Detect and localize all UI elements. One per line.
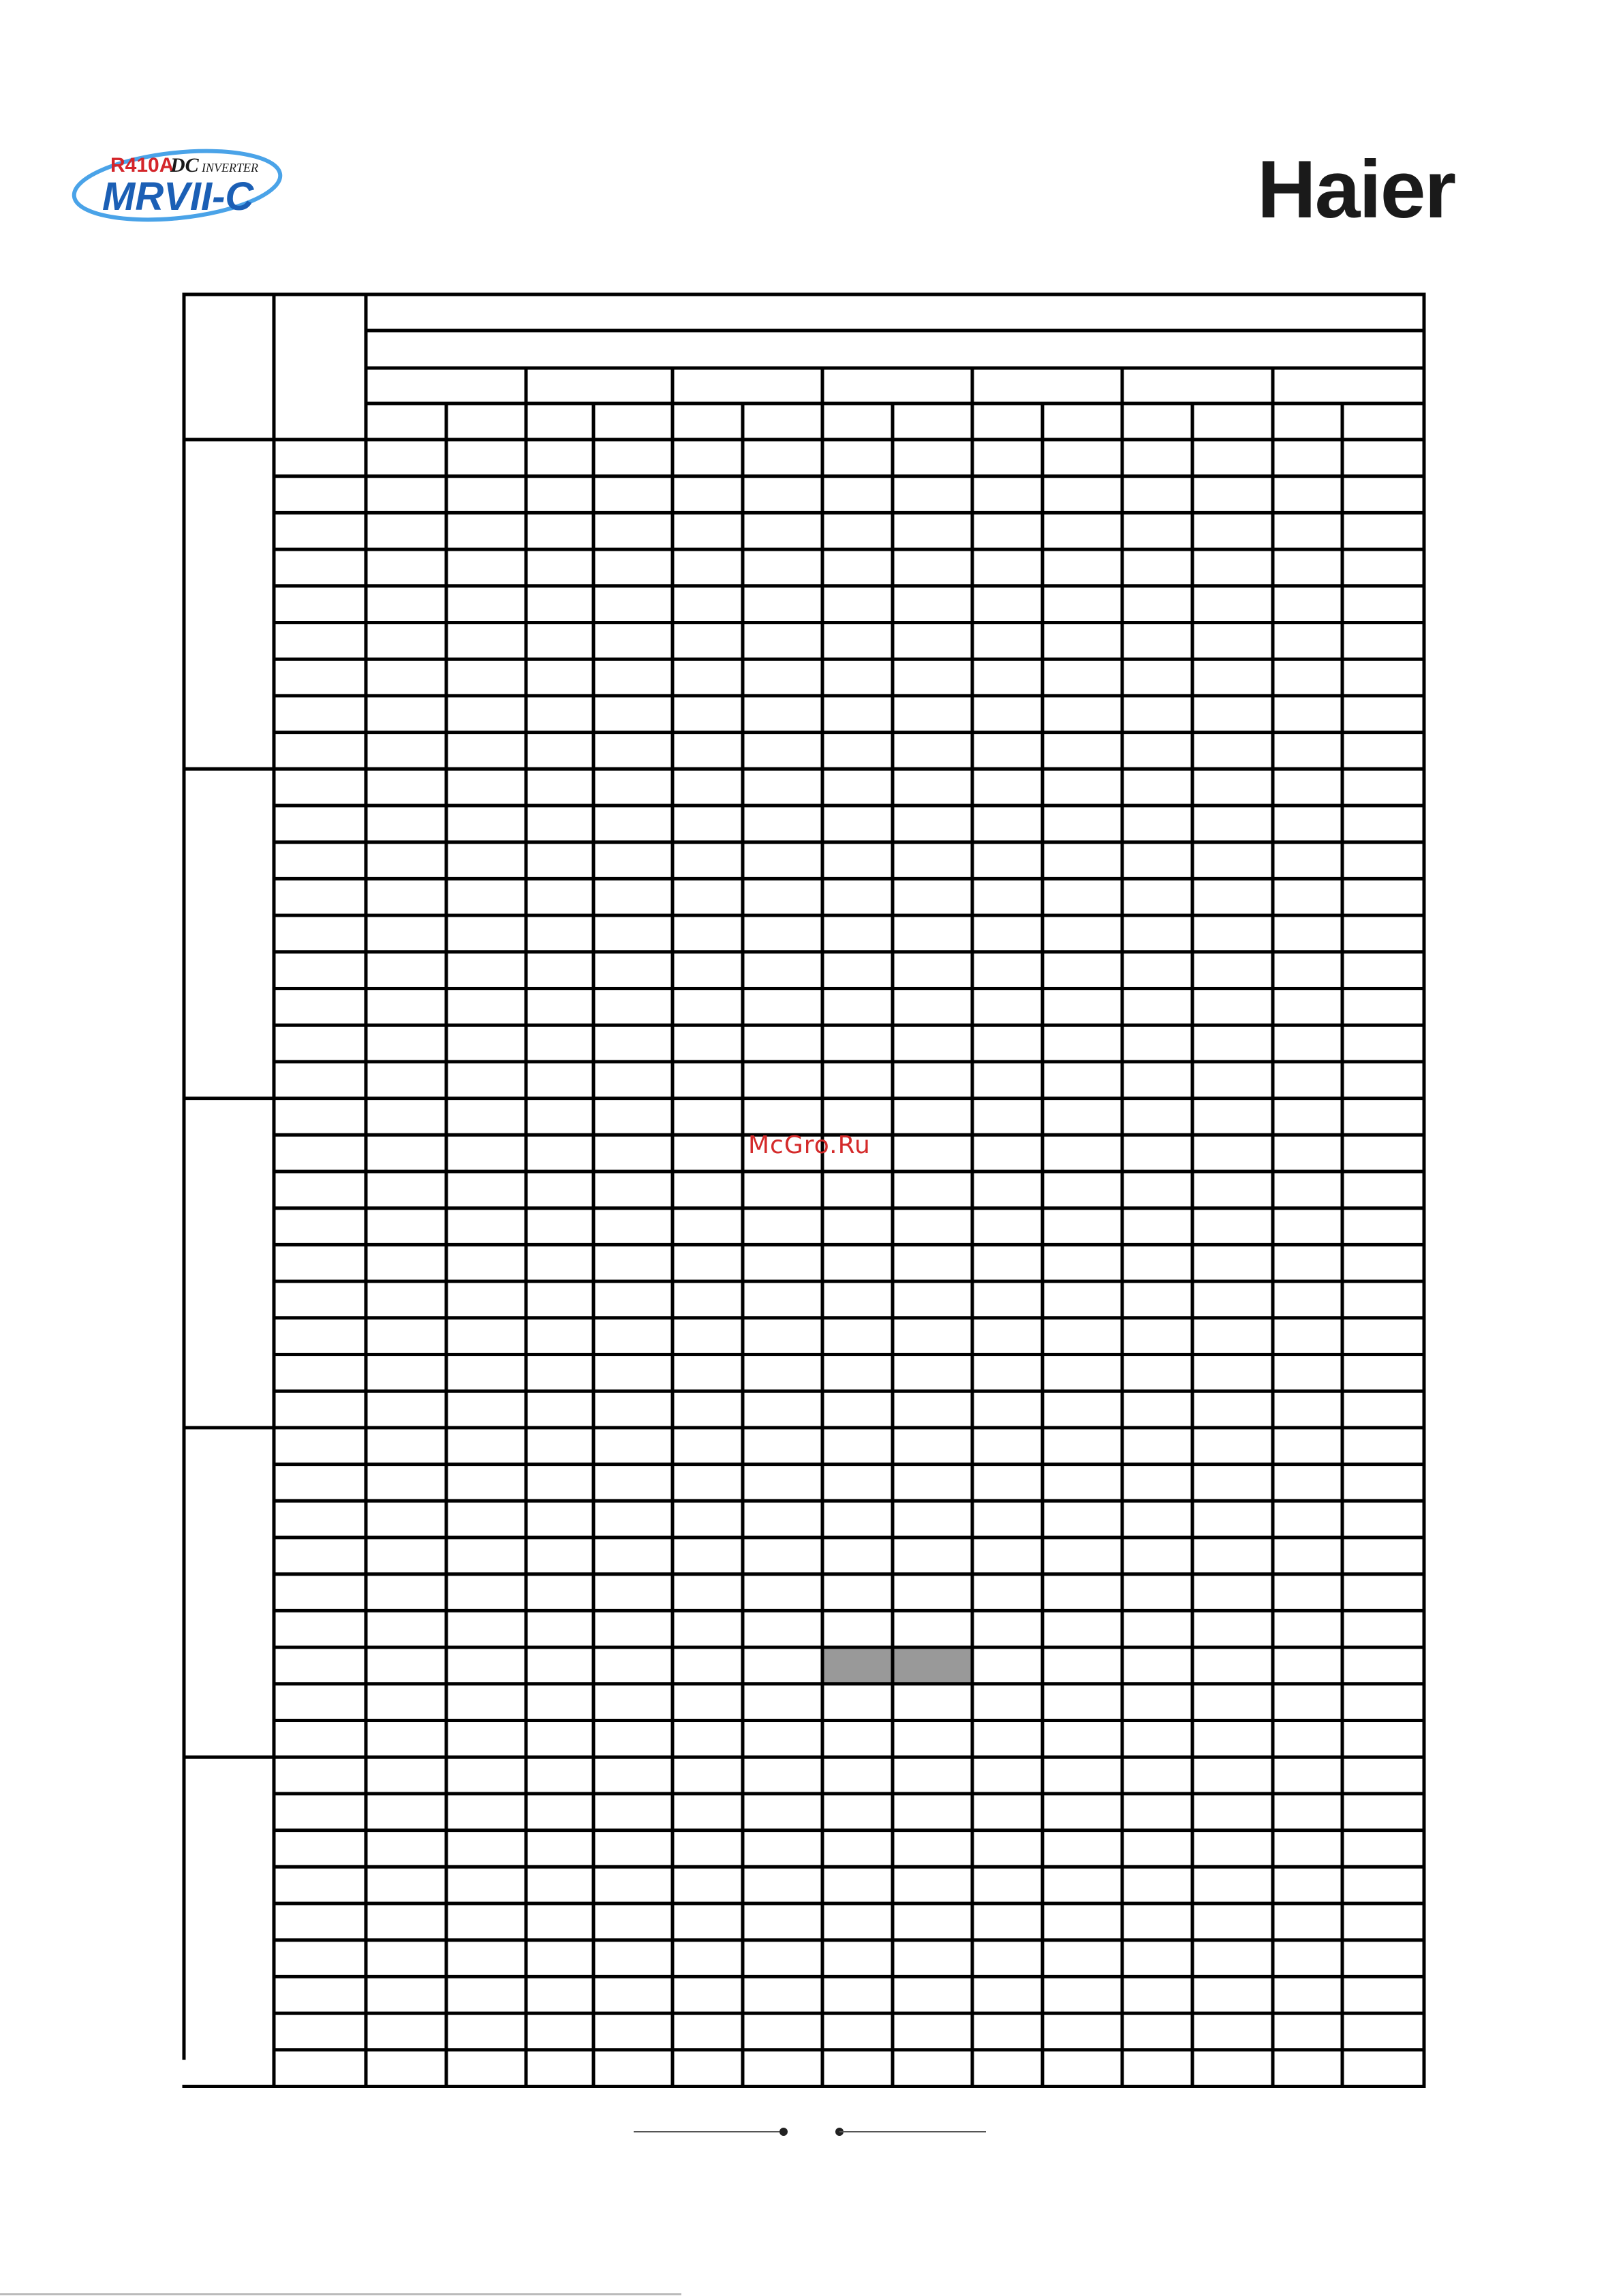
haier-brand-logo: Haier [1257, 144, 1455, 235]
shaded-cell [822, 1647, 972, 1684]
footer-rule-right [839, 2131, 986, 2132]
logo-refrigerant: R410A [110, 154, 174, 177]
logo-product: MRVII-C [102, 174, 254, 219]
footer-rule-left [634, 2131, 784, 2132]
page-bottom-rule [0, 2293, 681, 2295]
logo-dc: DC [170, 154, 199, 177]
watermark: McGro.Ru [748, 1131, 871, 1159]
logo-inverter: INVERTER [202, 161, 258, 174]
footer-dot-left [779, 2128, 788, 2136]
